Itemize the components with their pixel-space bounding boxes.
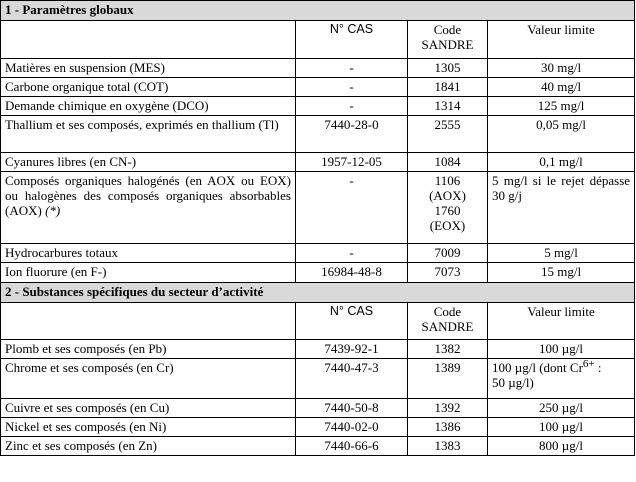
- cas-cell: -: [296, 97, 408, 116]
- substance-cell: Cuivre et ses composés (en Cu): [1, 399, 296, 418]
- code-cell: 1841: [408, 78, 488, 97]
- table-row: [1, 59, 635, 78]
- header-code: Code SANDRE: [408, 21, 488, 59]
- section-header-row: [1, 283, 635, 303]
- substance-cell: Thallium et ses composés, exprimés en thallium (Tl): [1, 116, 296, 153]
- code-cell: 1389: [408, 359, 488, 399]
- table-row: [1, 437, 635, 456]
- substance-cell: Hydrocarbures totaux: [1, 244, 296, 263]
- code-cell: 1386: [408, 418, 488, 437]
- code-cell: 1382: [408, 340, 488, 359]
- section-header-row: [1, 1, 635, 21]
- table-row: [1, 116, 635, 153]
- limit-cell: 100 µg/l: [488, 418, 635, 437]
- table-row: [1, 399, 635, 418]
- substance-cell: Ion fluorure (en F-): [1, 263, 296, 283]
- limit-cell: 40 mg/l: [488, 78, 635, 97]
- substance-cell: Zinc et ses composés (en Zn): [1, 437, 296, 456]
- section-title: 2 - Substances spécifiques du secteur d’activité: [1, 283, 635, 303]
- substance-text: Composés organiques halogénés (en AOX ou EOX) ou halogènes des composés organiques absorbables (AOX): [5, 173, 291, 218]
- header-code: Code SANDRE: [408, 303, 488, 340]
- substance-cell: Demande chimique en oxygène (DCO): [1, 97, 296, 116]
- column-header-row: [1, 21, 635, 59]
- table-row: [1, 153, 635, 172]
- substance-cell: Chrome et ses composés (en Cr): [1, 359, 296, 399]
- cas-cell: 7440-66-6: [296, 437, 408, 456]
- header-limit: Valeur limite: [488, 303, 635, 340]
- code-aox-label: (AOX): [429, 188, 466, 203]
- section-title: 1 - Paramètres globaux: [1, 1, 635, 21]
- cas-cell: 7440-50-8: [296, 399, 408, 418]
- substance-cell: [1, 172, 296, 244]
- limit-cell: [488, 359, 635, 399]
- code-cell: 1383: [408, 437, 488, 456]
- code-cell: 7073: [408, 263, 488, 283]
- table-row: [1, 418, 635, 437]
- table-row: [1, 78, 635, 97]
- column-header-row: [1, 303, 635, 340]
- cas-cell: -: [296, 78, 408, 97]
- code-cell: 1305: [408, 59, 488, 78]
- limit-cell: 125 mg/l: [488, 97, 635, 116]
- cas-cell: 1957-12-05: [296, 153, 408, 172]
- code-cell: [408, 172, 488, 244]
- cas-cell: 7439-92-1: [296, 340, 408, 359]
- limit-cell: 0,1 mg/l: [488, 153, 635, 172]
- header-cas: N° CAS: [296, 21, 408, 59]
- header-limit: Valeur limite: [488, 21, 635, 59]
- substance-cell: Plomb et ses composés (en Pb): [1, 340, 296, 359]
- limit-cell: 5 mg/l si le rejet dépasse 30 g/j: [488, 172, 635, 244]
- header-cas: N° CAS: [296, 303, 408, 340]
- cas-cell: -: [296, 59, 408, 78]
- substance-cell: Cyanures libres (en CN-): [1, 153, 296, 172]
- code-cell: 1084: [408, 153, 488, 172]
- substance-cell: Matières en suspension (MES): [1, 59, 296, 78]
- limit-cell: 800 µg/l: [488, 437, 635, 456]
- substance-cell: Carbone organique total (COT): [1, 78, 296, 97]
- cas-cell: -: [296, 172, 408, 244]
- limit-text: [492, 360, 602, 375]
- limit-text-pre: 100 µg/l (dont Cr: [492, 360, 583, 375]
- limit-superscript: 6+: [582, 358, 595, 370]
- limit-text-post: :: [594, 360, 602, 375]
- cas-cell: 7440-28-0: [296, 116, 408, 153]
- table-row: [1, 172, 635, 244]
- cas-cell: 7440-47-3: [296, 359, 408, 399]
- substance-cell: Nickel et ses composés (en Ni): [1, 418, 296, 437]
- table-row: [1, 97, 635, 116]
- table-row: [1, 244, 635, 263]
- code-cell: 7009: [408, 244, 488, 263]
- limit-cell: 0,05 mg/l: [488, 116, 635, 153]
- code-cell: 1392: [408, 399, 488, 418]
- cas-cell: 7440-02-0: [296, 418, 408, 437]
- code-eox: 1760: [434, 203, 461, 218]
- cas-cell: 16984-48-8: [296, 263, 408, 283]
- limit-cell: 250 µg/l: [488, 399, 635, 418]
- header-substance: [1, 21, 296, 59]
- table-row: [1, 359, 635, 399]
- code-cell: 2555: [408, 116, 488, 153]
- table-row: [1, 340, 635, 359]
- code-aox: 1106: [434, 173, 461, 188]
- header-substance: [1, 303, 296, 340]
- limit-cell: 15 mg/l: [488, 263, 635, 283]
- code-eox-label: (EOX): [429, 218, 466, 233]
- footnote-marker: (*): [45, 203, 61, 218]
- limit-cell: 5 mg/l: [488, 244, 635, 263]
- limit-cell: 30 mg/l: [488, 59, 635, 78]
- limit-cell: 100 µg/l: [488, 340, 635, 359]
- cas-cell: -: [296, 244, 408, 263]
- limit-text-line2: 50 µg/l): [492, 375, 534, 390]
- code-cell: 1314: [408, 97, 488, 116]
- table-row: [1, 263, 635, 283]
